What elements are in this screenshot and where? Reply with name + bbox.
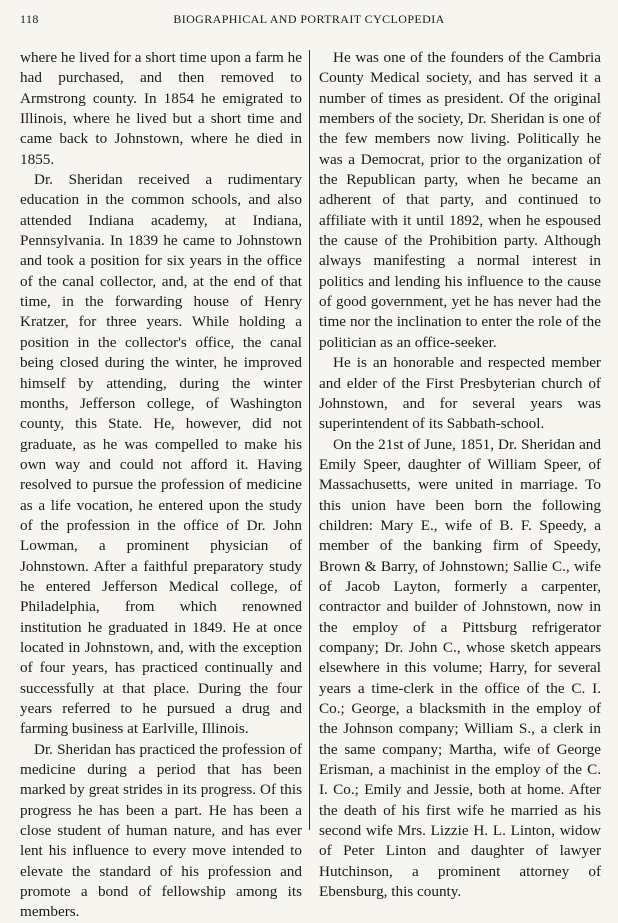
paragraph: He is an honorable and respected member and elder of the First Presbyterian church of Johnstown, and for several years was superintendent of its Sabbath-school. bbox=[319, 354, 601, 433]
page-header bbox=[20, 12, 598, 32]
paragraph: He was one of the founders of the Cambria County Medical society, and has served it a number of times as president. Of the original members of the society, Dr. Sheridan is one of the few members now living. Politically he was a Democrat, prior to the organization of the Republican party, when he became an adherent of that party, and continued to affiliate with it until 1892, when he espoused the cause of the Prohibition party. Although always manifesting a normal interest in politics and lending his influence to the cause of good government, yet he has never had the time nor the inclination to enter the role of the politician as an office-seeker. bbox=[319, 49, 601, 351]
right-column bbox=[319, 48, 601, 902]
paragraph: where he lived for a short time upon a farm he had purchased, and then removed to Armstrong county. In 1854 he emigrated to Illinois, where he lived but a short time and came back to Johnstown, where he died in 1855. bbox=[20, 49, 302, 168]
left-column bbox=[20, 48, 302, 923]
running-title: BIOGRAPHICAL AND PORTRAIT CYCLOPEDIA bbox=[173, 12, 445, 26]
column-divider bbox=[309, 50, 310, 830]
paragraph: Dr. Sheridan has practiced the profession of medicine during a period that has been marked by great strides in its progress. Of this progress he has been a part. He has been a close student of human nature, and has ever lent his influence to every move intended to elevate the standard of his profession and promote a bond of fellowship among its members. bbox=[20, 740, 302, 921]
paragraph: On the 21st of June, 1851, Dr. Sheridan and Emily Speer, daughter of William Speer, of Massachusetts, were united in marriage. To this union have been born the following children: Mary E., wife of B. F. Speedy, a member of the banking firm of Speedy, Brown & Barry, of Johnstown; Sallie C., wife of Jacob Layton, formerly a carpenter, contractor and builder of Johnstown, now in the employ of a Pittsburg refrigerator company; Dr. John C., whose sketch appears elsewhere in this volume; Harry, for several years a time-clerk in the office of the C. I. Co.; George, a blacksmith in the employ of the Johnson company; William S., a clerk in the same company; Martha, wife of George Erisman, a machinist in the employ of the C. I. Co.; Emily and Jessie, both at home. After the death of his first wife he married as his second wife Mrs. Lizzie H. L. Linton, widow of Peter Linton and daughter of lawyer Hutchinson, a prominent attorney of Ebensburg, this county. bbox=[319, 435, 601, 901]
page-number: 118 bbox=[20, 12, 39, 26]
paragraph: Dr. Sheridan received a rudimentary education in the common schools, and also attended Indiana academy, at Indiana, Pennsylvania. In 1839 he came to Johnstown and took a position for six years in the office of the canal collector, and, at the end of that time, in the forwarding house of Henry Kratzer, for three years. While holding a position in the collector's office, the canal being closed during the winter, he improved himself by attending, during the winter months, Jefferson college, of Washington county, this State. He, however, did not graduate, as he was compelled to make his own way and could not afford it. Having resolved to pursue the profession of medicine as a life vocation, he entered upon the study of the profession in the office of Dr. John Lowman, a prominent physician of Johnstown. After a faithful preparatory study he entered Jefferson Medical college, of Philadelphia, from which renowned institution he graduated in 1849. He at once located in Johnstown, and, with the exception of four years, has practiced continually and successfully at that place. During the four years referred to he pursued a drug and farming business at Earlville, Illinois. bbox=[20, 171, 302, 738]
